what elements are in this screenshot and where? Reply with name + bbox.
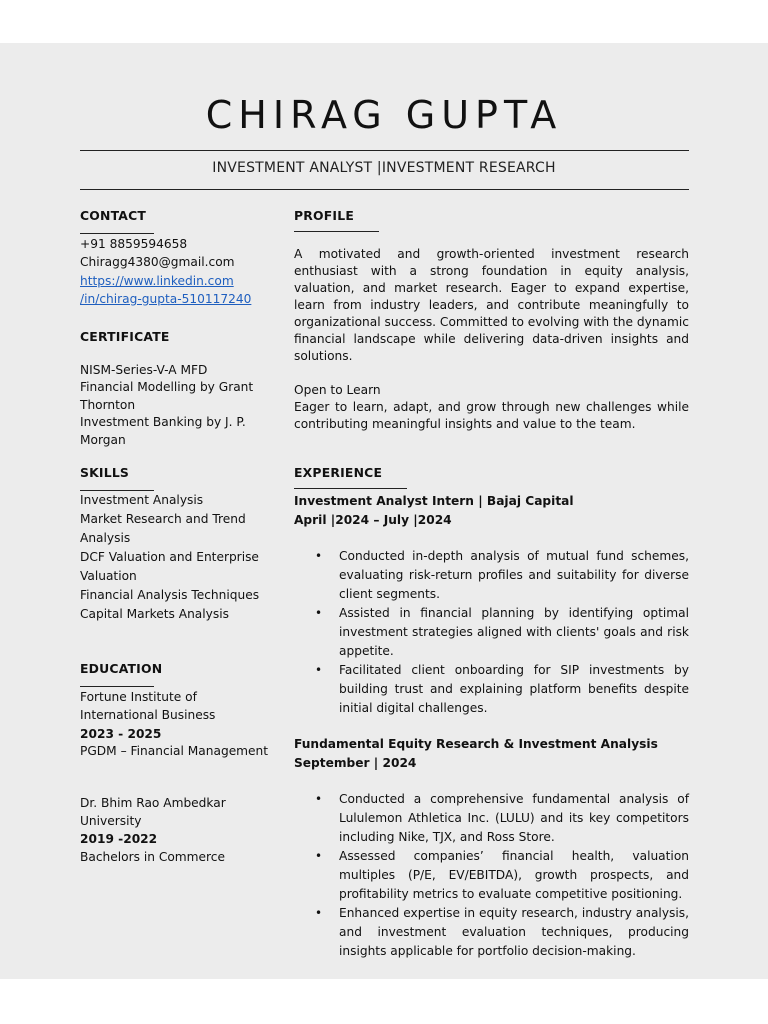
job-dates: September | 2024	[294, 756, 417, 770]
header-bottom-divider	[80, 189, 689, 190]
resume-page	[0, 43, 768, 979]
profile-section	[294, 207, 689, 433]
education-degree: Bachelors in Commerce	[80, 849, 225, 864]
job-bullet: • Conducted in-depth analysis of mutual fund schemes, evaluating risk-return profiles and suitability for diverse client segments.	[294, 547, 689, 604]
job-title: Fundamental Equity Research & Investment Analysis	[294, 737, 658, 751]
linkedin-link-line1[interactable]: https://www.linkedin.com	[80, 273, 234, 288]
experience-job	[294, 492, 689, 718]
job-bullet: • Facilitated client onboarding for SIP investments by building trust and explaining platform benefits despite initial digital challenges.	[294, 661, 689, 718]
open-to-learn-text: Eager to learn, adapt, and grow through new challenges while contributing meaningful insights and value to the team.	[294, 400, 689, 431]
skills-section	[80, 464, 270, 624]
skill-item: Capital Markets Analysis	[80, 606, 229, 621]
skill-item: Investment Analysis	[80, 492, 204, 507]
contact-phone: +91 8859594658	[80, 236, 188, 251]
job-bullets	[294, 790, 689, 961]
job-bullet: • Assisted in financial planning by identifying optimal investment strategies aligned with clients' goals and risk appetite.	[294, 604, 689, 661]
contact-section	[80, 207, 270, 309]
education-entry	[80, 794, 270, 866]
experience-job	[294, 735, 689, 961]
education-institution: Fortune Institute of International Business	[80, 689, 216, 722]
education-institution: Dr. Bhim Rao Ambedkar University	[80, 795, 226, 828]
header-top-divider	[80, 150, 689, 151]
profile-underline	[294, 231, 379, 232]
skills-heading: SKILLS	[80, 465, 130, 480]
education-years: 2019 -2022	[80, 831, 158, 846]
linkedin-link-line2[interactable]: /in/chirag-gupta-510117240	[80, 292, 252, 306]
education-section	[80, 660, 270, 866]
skill-item: DCF Valuation and Enterprise Valuation	[80, 549, 259, 583]
certificate-heading: CERTIFICATE	[80, 329, 170, 344]
certificate-item: Financial Modelling by Grant Thornton	[80, 380, 254, 412]
contact-underline	[80, 233, 154, 234]
contact-email[interactable]: Chiragg4380@gmail.com	[80, 255, 235, 269]
experience-underline	[294, 488, 407, 489]
profile-summary: A motivated and growth-oriented investment research enthusiast with a strong foundation in equity analysis, valuation, and market research. Eager to expand expertise, learn from industry leaders, and contribute meaningfully to organizational success. Committed to evolving with the dynamic financial landscape while delivering data-driven insights and solutions.	[294, 247, 689, 363]
education-years: 2023 - 2025	[80, 726, 162, 741]
job-bullet: • Enhanced expertise in equity research, industry analysis, and investment evaluation techniques, producing insights applicable for portfolio decision-making.	[294, 904, 689, 961]
candidate-name: CHIRAG GUPTA	[205, 93, 563, 137]
education-underline	[80, 686, 154, 687]
job-dates: April |2024 – July |2024	[294, 513, 452, 527]
job-title: Investment Analyst Intern | Bajaj Capital	[294, 494, 574, 508]
job-bullet: • Conducted a comprehensive fundamental analysis of Lululemon Athletica Inc. (LULU) and its key competitors including Nike, TJX, and Ross Store.	[294, 790, 689, 847]
job-bullets	[294, 547, 689, 718]
job-bullet: • Assessed companies’ financial health, valuation multiples (P/E, EV/EBITDA), growth prospects, and profitability metrics to evaluate competitive positioning.	[294, 847, 689, 904]
education-heading: EDUCATION	[80, 661, 163, 676]
education-degree: PGDM – Financial Management	[80, 744, 269, 758]
skill-item: Market Research and Trend Analysis	[80, 511, 246, 545]
certificate-item: Investment Banking by J. P. Morgan	[80, 415, 246, 447]
headline-subtitle: INVESTMENT ANALYST |INVESTMENT RESEARCH	[212, 160, 556, 176]
certificate-item: NISM-Series-V-A MFD	[80, 362, 208, 377]
contact-heading: CONTACT	[80, 208, 147, 223]
experience-section	[294, 464, 689, 961]
education-entry	[80, 688, 270, 761]
open-to-learn-title: Open to Learn	[294, 383, 381, 397]
certificate-section	[80, 328, 270, 449]
skill-item: Financial Analysis Techniques	[80, 587, 260, 602]
profile-heading: PROFILE	[294, 208, 354, 223]
experience-heading: EXPERIENCE	[294, 465, 383, 480]
